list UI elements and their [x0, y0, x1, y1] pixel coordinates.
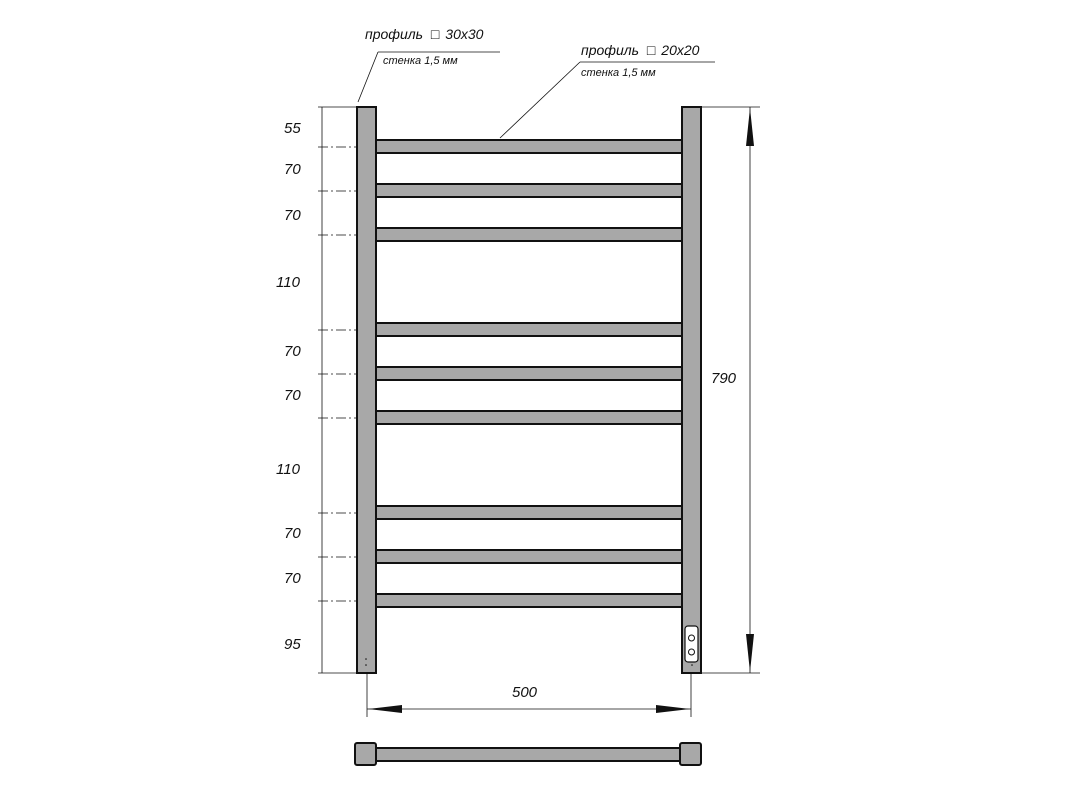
crossbars: [376, 140, 682, 607]
top-view-left-post: [355, 743, 376, 765]
crossbar: [376, 323, 682, 336]
crossbar: [376, 228, 682, 241]
arrow-right-icon: [656, 705, 690, 713]
total-height-label: 790: [711, 370, 737, 387]
dim-label: 70: [284, 570, 301, 587]
arrow-left-icon: [368, 705, 402, 713]
dim-label: 110: [276, 274, 300, 291]
square-symbol: □: [646, 42, 656, 58]
dim-label: 70: [284, 525, 301, 542]
dim-label: 55: [284, 120, 301, 137]
crossbar: [376, 184, 682, 197]
top-view-right-post: [680, 743, 701, 765]
crossbar: [376, 506, 682, 519]
crossbar: [376, 411, 682, 424]
svg-text:профиль □ 20x20: [581, 42, 700, 58]
callout-left-label: профиль: [365, 26, 424, 42]
connector-icon: [685, 626, 698, 662]
dim-label: 95: [284, 636, 301, 653]
left-dimension-labels: [276, 120, 301, 653]
callout-left-profile: [365, 26, 484, 67]
svg-text:профиль □ 30x30: [365, 26, 484, 42]
callout-right-profile: [581, 42, 700, 79]
total-width-label: 500: [512, 684, 538, 701]
dim-label: 70: [284, 207, 301, 224]
crossbar: [376, 550, 682, 563]
arrow-down-icon: [746, 634, 754, 672]
top-view-bar: [375, 748, 681, 761]
square-symbol: □: [430, 26, 440, 42]
top-view: [355, 743, 701, 765]
callout-right-label: профиль: [581, 42, 640, 58]
dim-label: 70: [284, 343, 301, 360]
crossbar: [376, 140, 682, 153]
crossbar: [376, 367, 682, 380]
dim-label: 70: [284, 387, 301, 404]
callout-left-size: 30x30: [445, 26, 484, 42]
crossbar: [376, 594, 682, 607]
callout-right-size: 20x20: [661, 42, 700, 58]
height-dimension: [702, 107, 760, 673]
width-dimension: [367, 673, 691, 717]
dim-label: 110: [276, 461, 300, 478]
dim-label: 70: [284, 161, 301, 178]
upright-bottom-marks: [365, 658, 693, 666]
arrow-up-icon: [746, 108, 754, 146]
right-upright: [682, 107, 701, 673]
callout-left-wall: стенка 1,5 мм: [383, 55, 458, 67]
callout-right-wall: стенка 1,5 мм: [581, 67, 656, 79]
left-upright: [357, 107, 376, 673]
